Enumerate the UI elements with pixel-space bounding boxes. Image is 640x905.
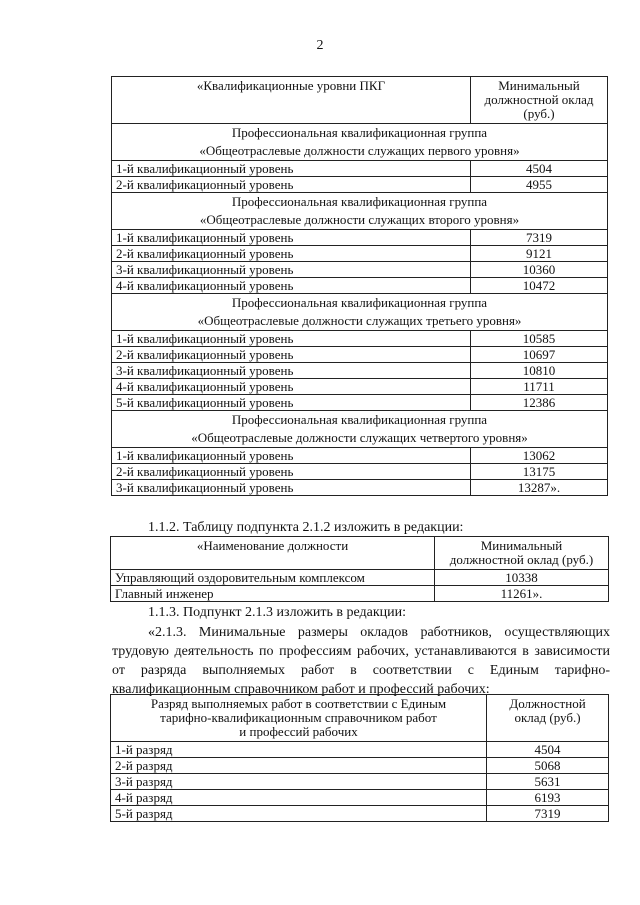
table-row <box>111 774 609 790</box>
header-salary-line2: оклад (руб.) <box>514 710 581 725</box>
header-salary <box>435 537 609 570</box>
salary-cell: 4955 <box>471 177 608 193</box>
group-title-row <box>112 193 608 230</box>
group-title-line1: Профессиональная квалификационная группа <box>231 194 488 209</box>
salary-cell: 12386 <box>471 395 608 411</box>
level-cell: 3-й квалификационный уровень <box>112 363 471 379</box>
position-cell: Управляющий оздоровительным комплексом <box>111 570 435 586</box>
group-title-row <box>112 294 608 331</box>
salary-cell: 13175 <box>471 464 608 480</box>
table-row <box>112 448 608 464</box>
table-row <box>112 262 608 278</box>
table-row <box>111 742 609 758</box>
page-number: 2 <box>316 38 324 53</box>
table-row <box>111 806 609 822</box>
paragraph-2-1-3-text: «2.1.3. Минимальные размеры окладов работников, осуществляющих трудовую деятельность по профессиям рабочих, устанавливаются в зависимости от разряда выполняемых работ в соответствии с Единым тарифно-квалификационным справочником работ и профессий рабочих: <box>112 625 610 697</box>
salary-cell: 5631 <box>487 774 609 790</box>
group-title-line1: Профессиональная квалификационная группа <box>231 412 488 427</box>
table-row <box>112 278 608 294</box>
position-cell: Главный инженер <box>111 586 435 602</box>
grade-cell: 5-й разряд <box>111 806 487 822</box>
level-cell: 1-й квалификационный уровень <box>112 230 471 246</box>
table-row <box>111 790 609 806</box>
table-header <box>111 695 609 742</box>
positions-rows <box>111 570 609 602</box>
salary-cell: 9121 <box>471 246 608 262</box>
header-salary <box>487 695 609 742</box>
salary-cell: 10585 <box>471 331 608 347</box>
level-cell: 3-й квалификационный уровень <box>112 262 471 278</box>
header-salary <box>471 77 608 124</box>
level-cell: 2-й квалификационный уровень <box>112 246 471 262</box>
header-levels: «Квалификационные уровни ПКГ <box>112 77 471 124</box>
header-salary-line3: (руб.) <box>523 106 555 121</box>
header-grade-line3: и профессий рабочих <box>239 724 358 739</box>
level-cell: 2-й квалификационный уровень <box>112 347 471 363</box>
group-title <box>112 411 608 448</box>
pkg-salary-table <box>111 76 608 496</box>
group-title-line2: «Общеотраслевые должности служащих третьего уровня» <box>197 313 522 328</box>
grade-rows <box>111 742 609 822</box>
level-cell: 1-й квалификационный уровень <box>112 448 471 464</box>
table-row <box>111 758 609 774</box>
level-cell: 3-й квалификационный уровень <box>112 480 471 496</box>
table-row <box>112 246 608 262</box>
level-cell: 1-й квалификационный уровень <box>112 331 471 347</box>
group-title-line2: «Общеотраслевые должности служащих четвертого уровня» <box>191 430 528 445</box>
table-header <box>111 537 609 570</box>
salary-cell: 10810 <box>471 363 608 379</box>
paragraph-1-1-3: 1.1.3. Подпункт 2.1.3 изложить в редакции: <box>148 605 407 620</box>
paragraph-2-1-3 <box>112 623 610 699</box>
table-row <box>112 161 608 177</box>
header-salary-line2: должностной оклад (руб.) <box>449 552 594 567</box>
group-title-line1: Профессиональная квалификационная группа <box>231 295 488 310</box>
grade-cell: 3-й разряд <box>111 774 487 790</box>
table-row <box>112 347 608 363</box>
group-title <box>112 193 608 230</box>
level-cell: 5-й квалификационный уровень <box>112 395 471 411</box>
header-salary-line1: Минимальный <box>480 538 563 553</box>
salary-cell: 6193 <box>487 790 609 806</box>
salary-cell: 10697 <box>471 347 608 363</box>
level-cell: 1-й квалификационный уровень <box>112 161 471 177</box>
header-grade <box>111 695 487 742</box>
salary-cell: 11261». <box>435 586 609 602</box>
grade-cell: 4-й разряд <box>111 790 487 806</box>
table-row <box>112 177 608 193</box>
salary-cell: 13287». <box>471 480 608 496</box>
header-salary-line2: должностной оклад <box>484 92 594 107</box>
table-row <box>112 230 608 246</box>
salary-cell: 4504 <box>471 161 608 177</box>
salary-cell: 10338 <box>435 570 609 586</box>
level-cell: 2-й квалификационный уровень <box>112 464 471 480</box>
salary-cell: 10360 <box>471 262 608 278</box>
pkg-groups <box>112 124 608 496</box>
header-grade-line2: тарифно-квалификационным справочником работ <box>160 710 437 725</box>
level-cell: 2-й квалификационный уровень <box>112 177 471 193</box>
group-title <box>112 124 608 161</box>
salary-cell: 13062 <box>471 448 608 464</box>
table-header <box>112 77 608 124</box>
salary-cell: 11711 <box>471 379 608 395</box>
level-cell: 4-й квалификационный уровень <box>112 278 471 294</box>
table-row <box>111 570 609 586</box>
header-grade-line1: Разряд выполняемых работ в соответствии с Единым <box>150 696 447 711</box>
grade-cell: 2-й разряд <box>111 758 487 774</box>
header-salary-line1: Должностной <box>509 696 586 711</box>
positions-salary-table <box>110 536 609 602</box>
salary-cell: 4504 <box>487 742 609 758</box>
worker-grade-salary-table <box>110 694 609 822</box>
table-row <box>112 363 608 379</box>
grade-cell: 1-й разряд <box>111 742 487 758</box>
paragraph-1-1-2: 1.1.2. Таблицу подпункта 2.1.2 изложить в редакции: <box>148 520 464 535</box>
header-position: «Наименование должности <box>111 537 435 570</box>
salary-cell: 5068 <box>487 758 609 774</box>
table-row <box>112 395 608 411</box>
table-row <box>112 331 608 347</box>
table-row <box>112 464 608 480</box>
salary-cell: 7319 <box>487 806 609 822</box>
group-title <box>112 294 608 331</box>
table-row <box>111 586 609 602</box>
level-cell: 4-й квалификационный уровень <box>112 379 471 395</box>
table-row <box>112 480 608 496</box>
group-title-line1: Профессиональная квалификационная группа <box>231 125 488 140</box>
group-title-line2: «Общеотраслевые должности служащих первого уровня» <box>199 143 520 158</box>
salary-cell: 7319 <box>471 230 608 246</box>
group-title-line2: «Общеотраслевые должности служащих второго уровня» <box>199 212 520 227</box>
group-title-row <box>112 124 608 161</box>
header-salary-line1: Минимальный <box>498 78 580 93</box>
salary-cell: 10472 <box>471 278 608 294</box>
group-title-row <box>112 411 608 448</box>
table-row <box>112 379 608 395</box>
